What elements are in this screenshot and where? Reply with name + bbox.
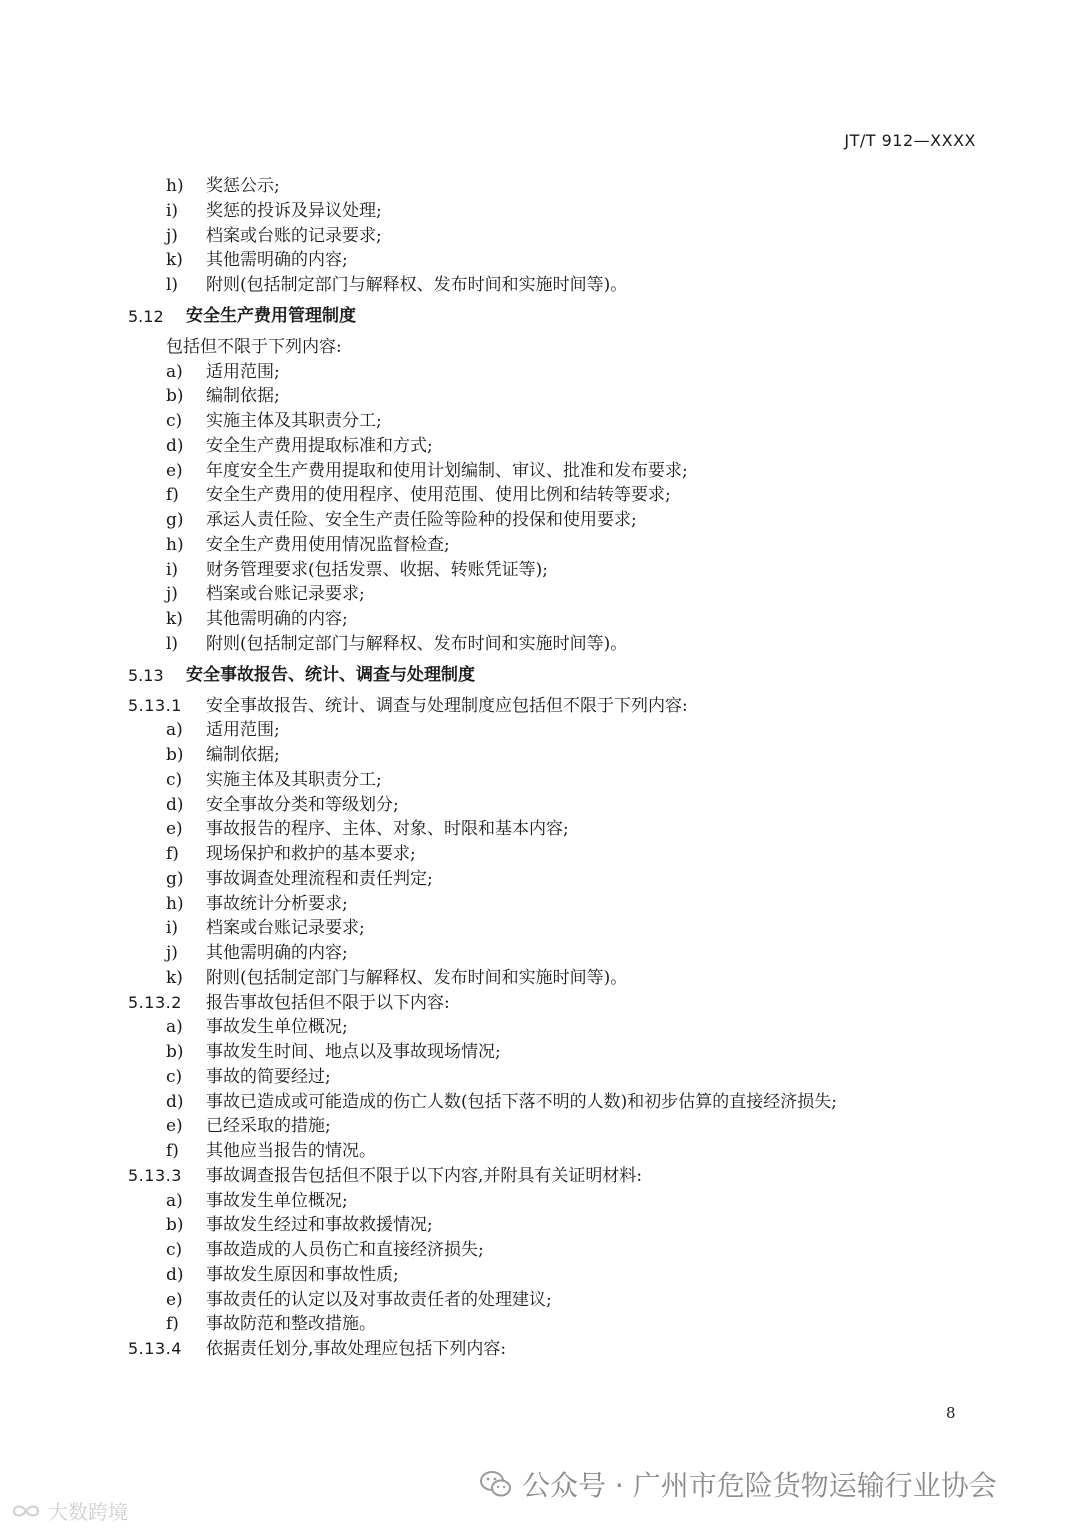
- list-item: [0, 248, 1080, 273]
- list-item: [0, 384, 1080, 409]
- item-text: 事故统计分析要求;: [206, 893, 348, 914]
- subsection-number: 5.13.4: [128, 1339, 182, 1358]
- subsection-text: 报告事故包括但不限于以下内容:: [206, 992, 450, 1013]
- item-marker: i): [166, 559, 179, 580]
- item-text: 财务管理要求(包括发票、收据、转账凭证等);: [206, 559, 548, 580]
- watermark-right-text: 公众号 · 广州市危险货物运输行业协会: [522, 1469, 997, 1502]
- item-marker: a): [166, 1017, 183, 1038]
- item-marker: f): [166, 1141, 179, 1161]
- list-item: [0, 632, 1080, 657]
- list-item: [0, 224, 1080, 249]
- item-text: 实施主体及其职责分工;: [206, 769, 382, 790]
- list-item: [0, 1312, 1080, 1337]
- subsection-number: 5.13.3: [128, 1165, 182, 1185]
- list-item: [0, 793, 1080, 818]
- section-heading-5-13: [0, 657, 1080, 694]
- item-marker: k): [166, 967, 183, 988]
- item-marker: l): [166, 633, 179, 654]
- item-text: 已经采取的措施;: [206, 1116, 331, 1137]
- item-text: 档案或台账记录要求;: [206, 584, 365, 605]
- list-item: [0, 1015, 1080, 1040]
- item-text: 承运人责任险、安全生产责任险等险种的投保和使用要求;: [206, 510, 637, 530]
- item-text: 事故报告的程序、主体、对象、时限和基本内容;: [206, 819, 569, 840]
- item-text: 安全生产费用的使用程序、使用范围、使用比例和结转等要求;: [206, 485, 671, 506]
- item-marker: c): [166, 1240, 183, 1260]
- item-marker: d): [166, 1091, 184, 1112]
- subsection-number: 5.13.2: [128, 992, 182, 1012]
- infinity-logo-icon: [10, 1499, 42, 1523]
- page-number: 8: [946, 1404, 956, 1422]
- item-marker: g): [166, 868, 184, 889]
- section-intro: [0, 335, 1080, 360]
- watermark-left-text: 大数跨境: [48, 1500, 128, 1524]
- list-item: [0, 1288, 1080, 1313]
- list-item: [0, 916, 1080, 941]
- list-item: [0, 1114, 1080, 1139]
- item-text: 其他需明确的内容;: [206, 250, 348, 271]
- item-marker: b): [166, 745, 184, 765]
- item-text: 奖惩公示;: [206, 176, 280, 196]
- wechat-icon: [478, 1466, 514, 1502]
- watermark-left: [10, 1496, 128, 1525]
- item-marker: d): [166, 1264, 184, 1285]
- subsection-5-13-2: [0, 991, 1080, 1016]
- item-marker: g): [166, 510, 184, 530]
- item-text: 安全事故分类和等级划分;: [206, 794, 399, 815]
- item-marker: b): [166, 1215, 184, 1236]
- watermark-right: [478, 1464, 997, 1504]
- subsection-text: 事故调查报告包括但不限于以下内容,并附具有关证明材料:: [206, 1165, 643, 1186]
- item-marker: e): [166, 460, 183, 481]
- list-item: [0, 582, 1080, 607]
- item-marker: i): [166, 918, 179, 939]
- list-item: [0, 817, 1080, 842]
- subsection-5-13-4: [0, 1337, 1080, 1362]
- item-marker: h): [166, 893, 184, 914]
- item-marker: c): [166, 1066, 183, 1087]
- item-text: 安全生产费用提取标准和方式;: [206, 435, 433, 456]
- item-marker: j): [166, 943, 178, 963]
- item-text: 事故的简要经过;: [206, 1066, 331, 1087]
- item-text: 安全生产费用使用情况监督检查;: [206, 534, 450, 555]
- document-body: [0, 174, 1080, 1362]
- item-text: 奖惩的投诉及异议处理;: [206, 200, 382, 221]
- item-marker: c): [166, 411, 183, 431]
- section-number: 5.12: [128, 306, 164, 326]
- list-item: [0, 1213, 1080, 1238]
- subsection-text: 依据责任划分,事故处理应包括下列内容:: [206, 1339, 507, 1359]
- list-item: [0, 892, 1080, 917]
- item-marker: e): [166, 819, 183, 840]
- list-item: [0, 459, 1080, 484]
- item-text: 适用范围;: [206, 720, 280, 741]
- item-text: 档案或台账记录要求;: [206, 918, 365, 939]
- item-marker: c): [166, 769, 183, 790]
- list-item: [0, 199, 1080, 224]
- item-text: 附则(包括制定部门与解释权、发布时间和实施时间等)。: [206, 275, 628, 295]
- list-item: [0, 867, 1080, 892]
- list-item: [0, 409, 1080, 434]
- item-text: 实施主体及其职责分工;: [206, 411, 382, 431]
- item-marker: l): [166, 275, 179, 295]
- item-text: 年度安全生产费用提取和使用计划编制、审议、批准和发布要求;: [206, 460, 688, 481]
- item-text: 档案或台账的记录要求;: [206, 225, 382, 246]
- item-text: 事故发生原因和事故性质;: [206, 1264, 399, 1285]
- item-text: 编制依据;: [206, 745, 280, 765]
- intro-text: 包括但不限于下列内容:: [166, 336, 342, 357]
- section-title: 安全生产费用管理制度: [186, 305, 356, 326]
- section-title: 安全事故报告、统计、调查与处理制度: [186, 664, 475, 685]
- item-marker: i): [166, 200, 179, 221]
- item-text: 其他应当报告的情况。: [206, 1141, 376, 1161]
- item-text: 适用范围;: [206, 361, 280, 382]
- list-item: [0, 941, 1080, 966]
- list-item: [0, 483, 1080, 508]
- item-text: 事故责任的认定以及对事故责任者的处理建议;: [206, 1289, 552, 1310]
- item-text: 编制依据;: [206, 386, 280, 407]
- list-item: [0, 1040, 1080, 1065]
- item-marker: j): [166, 584, 178, 605]
- list-item: [0, 174, 1080, 199]
- item-text: 事故发生单位概况;: [206, 1017, 348, 1038]
- section-number: 5.13: [128, 665, 164, 685]
- item-text: 附则(包括制定部门与解释权、发布时间和实施时间等)。: [206, 633, 628, 654]
- list-item: [0, 1263, 1080, 1288]
- list-item: [0, 768, 1080, 793]
- item-marker: a): [166, 720, 183, 741]
- item-text: 其他需明确的内容;: [206, 943, 348, 963]
- item-marker: j): [166, 225, 178, 246]
- subsection-number: 5.13.1: [128, 695, 182, 715]
- item-marker: f): [166, 485, 179, 506]
- item-text: 事故调查处理流程和责任判定;: [206, 868, 433, 889]
- list-item: [0, 718, 1080, 743]
- item-marker: e): [166, 1116, 183, 1137]
- item-text: 事故发生单位概况;: [206, 1190, 348, 1211]
- item-marker: a): [166, 1190, 183, 1211]
- item-text: 事故防范和整改措施。: [206, 1314, 376, 1335]
- item-text: 事故发生经过和事故救援情况;: [206, 1215, 433, 1236]
- list-item: [0, 1238, 1080, 1263]
- list-item: [0, 607, 1080, 632]
- list-item: [0, 434, 1080, 459]
- list-item: [0, 966, 1080, 991]
- list-item: [0, 1065, 1080, 1090]
- item-text: 事故发生时间、地点以及事故现场情况;: [206, 1042, 501, 1062]
- subsection-text: 安全事故报告、统计、调查与处理制度应包括但不限于下列内容:: [206, 695, 688, 716]
- item-marker: b): [166, 386, 184, 407]
- item-marker: f): [166, 1314, 179, 1335]
- item-marker: b): [166, 1042, 184, 1062]
- subsection-5-13-3: [0, 1164, 1080, 1189]
- item-text: 现场保护和救护的基本要求;: [206, 844, 416, 864]
- item-marker: e): [166, 1289, 183, 1310]
- list-item: [0, 743, 1080, 768]
- item-text: 事故已造成或可能造成的伤亡人数(包括下落不明的人数)和初步估算的直接经济损失;: [206, 1091, 837, 1112]
- list-item: [0, 1189, 1080, 1214]
- list-item: [0, 273, 1080, 298]
- item-text: 其他需明确的内容;: [206, 609, 348, 629]
- item-marker: k): [166, 250, 183, 271]
- item-marker: k): [166, 609, 183, 629]
- list-item: [0, 842, 1080, 867]
- list-item: [0, 558, 1080, 583]
- list-item: [0, 1139, 1080, 1164]
- item-marker: a): [166, 361, 183, 382]
- list-item: [0, 533, 1080, 558]
- list-item: [0, 1090, 1080, 1115]
- item-text: 附则(包括制定部门与解释权、发布时间和实施时间等)。: [206, 967, 628, 988]
- item-marker: h): [166, 176, 184, 196]
- list-item: [0, 508, 1080, 533]
- subsection-5-13-1: [0, 694, 1080, 719]
- item-marker: h): [166, 534, 184, 555]
- item-text: 事故造成的人员伤亡和直接经济损失;: [206, 1240, 484, 1260]
- section-heading-5-12: [0, 298, 1080, 335]
- list-item: [0, 360, 1080, 385]
- item-marker: d): [166, 435, 184, 456]
- document-code: JT/T 912—XXXX: [844, 131, 976, 150]
- item-marker: f): [166, 844, 179, 864]
- item-marker: d): [166, 794, 184, 815]
